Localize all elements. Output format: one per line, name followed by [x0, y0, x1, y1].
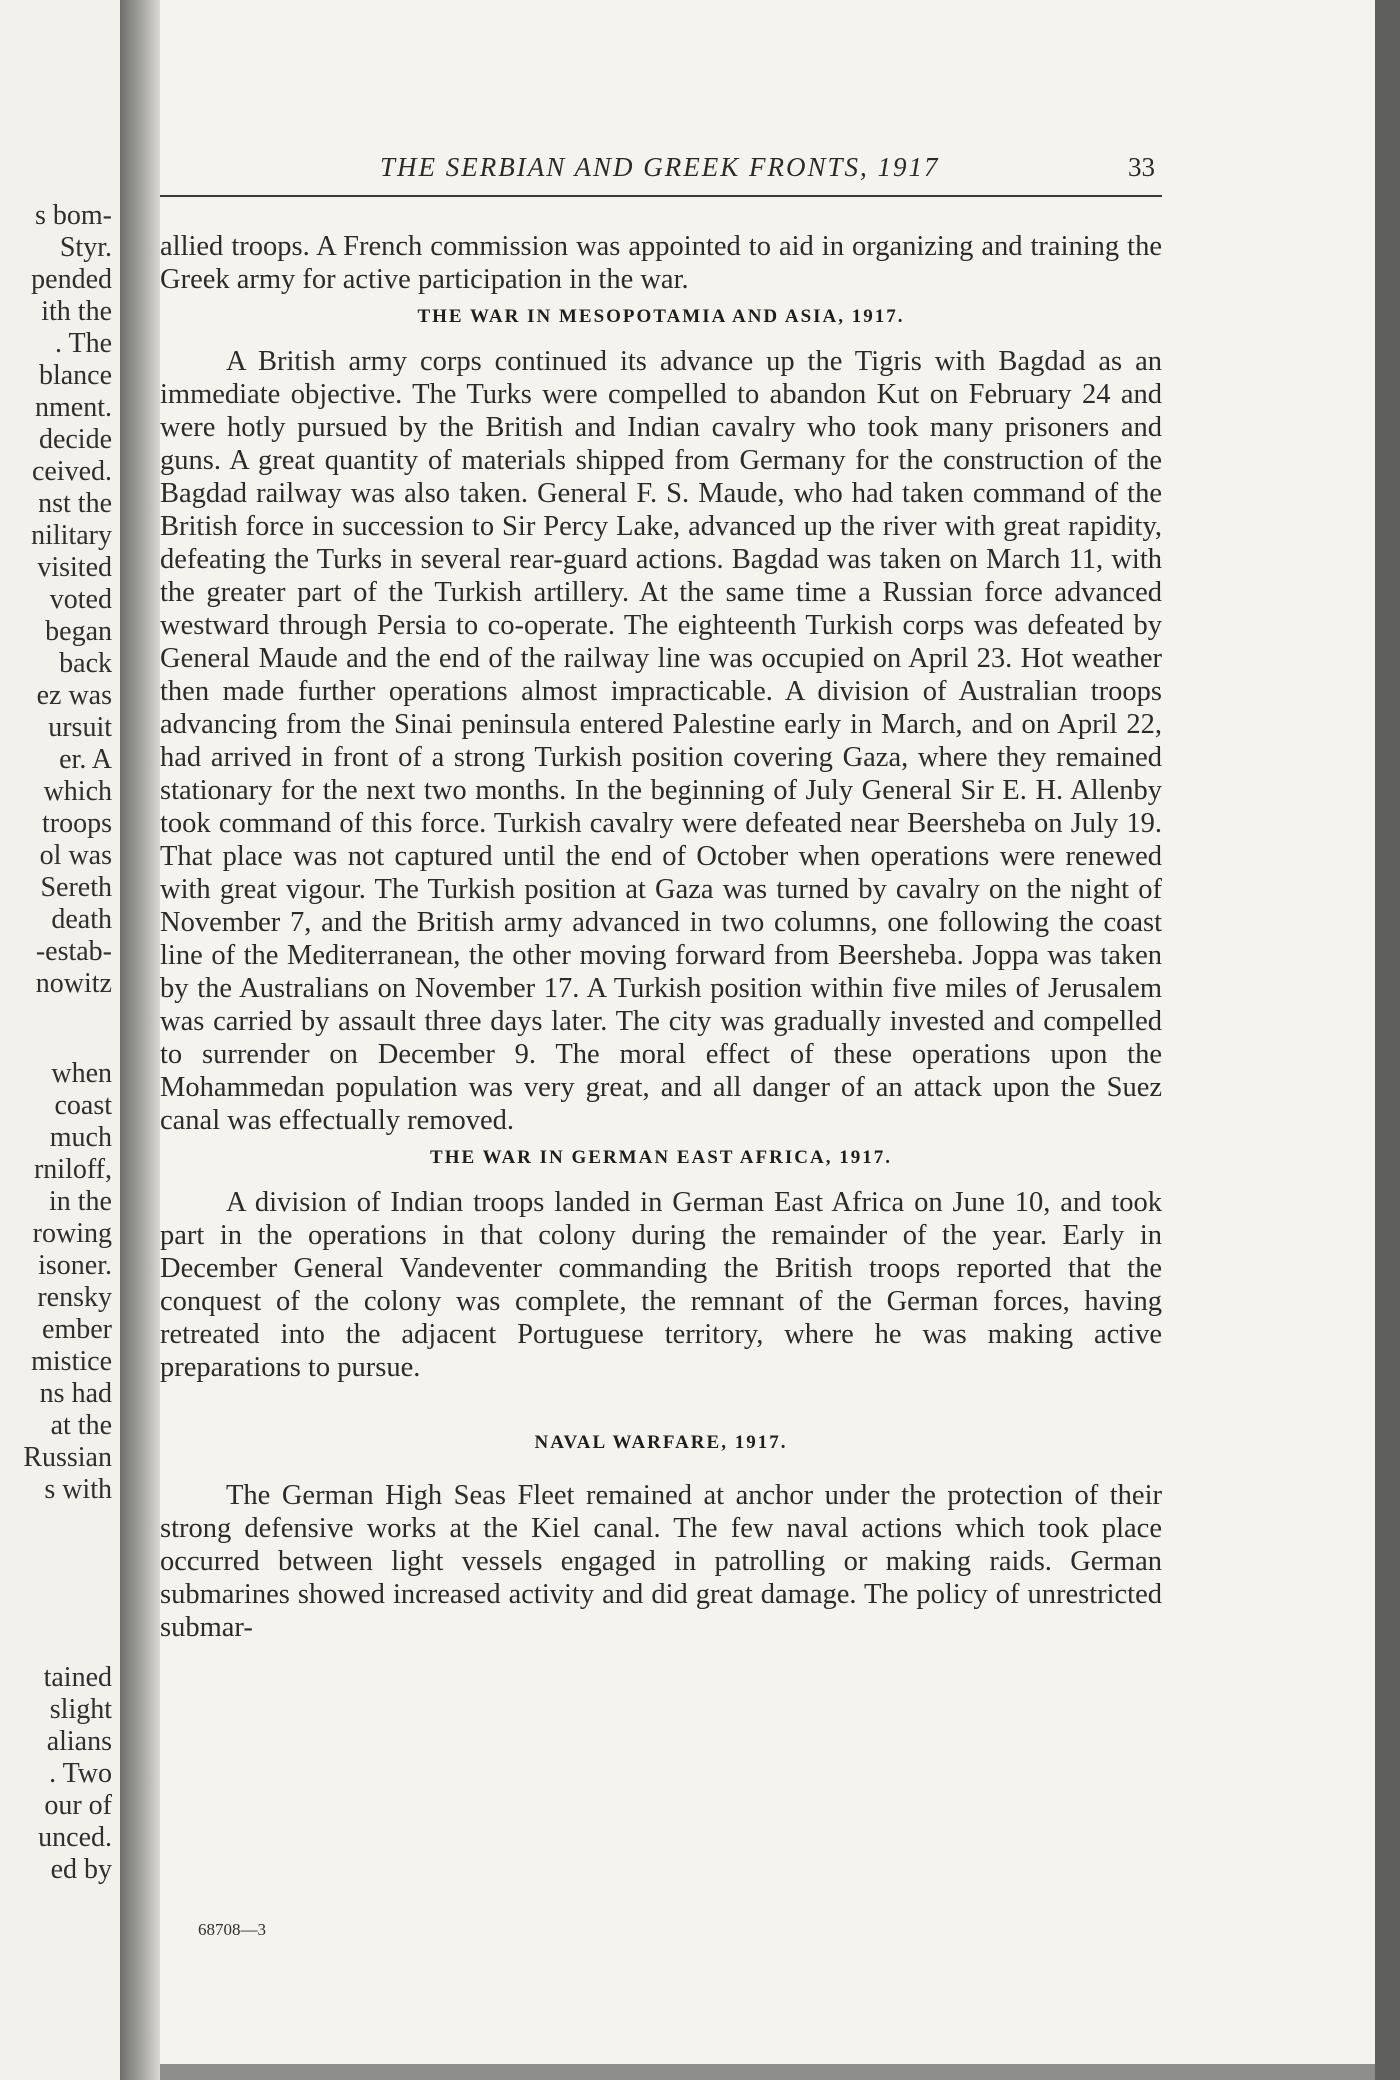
printer-signature-mark: 68708—3: [198, 1920, 266, 1939]
paragraph-east-africa: A division of Indian troops landed in German East Africa on June 10, and took part in the operations in that colony during the remainder of the year. Early in December General Vandeventer commanding the British troops reported that the conquest of the colony was complete, the remnant of the German forces, having retreated into the adjacent Portuguese territory, where he was making active preparations to pursue.: [160, 1187, 1162, 1383]
facing-page-fragment: began: [45, 616, 112, 647]
facing-page-fragment: Sereth: [40, 872, 112, 903]
facing-page-fragment: blance: [38, 360, 112, 391]
facing-page-fragment: rensky: [37, 1282, 112, 1313]
facing-page-fragment: pended: [31, 264, 112, 295]
page-edge: [1375, 0, 1400, 2080]
running-head: [160, 150, 1160, 194]
page-number: 33: [1128, 152, 1155, 182]
facing-page-fragment: our of: [44, 1790, 112, 1821]
book-gutter: [120, 0, 160, 2080]
facing-page-fragment: Russian: [23, 1442, 112, 1473]
facing-page-fragment: decide: [38, 424, 112, 455]
heading-mesopotamia: THE WAR IN MESOPOTAMIA AND ASIA, 1917.: [417, 306, 905, 327]
facing-page-fragment: ith the: [41, 296, 112, 327]
facing-page-fragment: death: [51, 904, 112, 935]
facing-page-fragment: visited: [37, 552, 112, 583]
facing-page-fragment: at the: [50, 1410, 112, 1441]
facing-page-fragment: ol was: [39, 840, 112, 871]
facing-page-fragment: mistice: [31, 1346, 112, 1377]
facing-page-fragment: coast: [54, 1090, 112, 1121]
facing-page-fragment: s bom-: [35, 200, 112, 231]
paragraph-mesopotamia: A British army corps continued its advance up the Tigris with Bagdad as an immediate objective. The Turks were compelled to abandon Kut on February 24 and were hotly pursued by the British and Indian cavalry who took many prisoners and guns. A great quantity of materials shipped from Germany for the construction of the Bagdad railway was also taken. General F. S. Maude, who had taken command of the British force in succession to Sir Percy Lake, advanced up the river with great rapidity, defeating the Turks in several rear-guard actions. Bagdad was taken on March 11, with the greater part of the Turkish artillery. At the same time a Russian force advanced westward through Persia to co-operate. The eighteenth Turkish corps was defeated by General Maude and the end of the railway line was occupied on April 23. Hot weather then made further operations almost impracticable. A division of Australian troops advancing from the Sinai peninsula entered Palestine early in March, and on April 22, had arrived in front of a strong Turkish position covering Gaza, where they remained stationary for the next two months. In the beginning of July General Sir E. H. Allenby took command of this force. Turkish cavalry were defeated near Beersheba on July 19. That place was not captured until the end of October when operations were renewed with great vigour. The Turkish position at Gaza was turned by cavalry on the night of November 7, and the British army advanced in two columns, one following the coast line of the Mediterranean, the other moving forward from Beersheba. Joppa was taken by the Australians on November 17. A Turkish position within five miles of Jerusalem was carried by assault three days later. The city was gradually invested and compelled to surrender on December 9. The moral effect of these operations upon the Mohammedan population was very great, and all danger of an attack upon the Suez canal was effectually removed.: [160, 346, 1162, 1136]
facing-page-fragment: tained: [43, 1662, 112, 1693]
facing-page-left: [0, 0, 120, 2080]
running-title: THE SERBIAN AND GREEK FRONTS, 1917: [380, 152, 940, 182]
facing-page-fragment: nment.: [35, 392, 112, 423]
facing-page-fragment: s with: [44, 1474, 112, 1505]
header-rule: [160, 195, 1162, 197]
facing-page-fragment: Styr.: [59, 232, 112, 263]
facing-page-fragment: rniloff,: [33, 1154, 112, 1185]
facing-page-fragment: . The: [54, 328, 112, 359]
facing-page-fragment: ursuit: [48, 712, 112, 743]
facing-page-fragment: which: [43, 776, 112, 807]
book-page: [160, 0, 1375, 2064]
facing-page-fragment: ember: [42, 1314, 112, 1345]
facing-page-fragment: isoner.: [38, 1250, 112, 1281]
facing-page-fragment: voted: [49, 584, 112, 615]
facing-page-fragment: in the: [49, 1186, 112, 1217]
facing-page-fragment: -estab-: [35, 936, 112, 967]
facing-page-fragment: ez was: [36, 680, 112, 711]
facing-page-fragment: back: [59, 648, 112, 679]
facing-page-fragment: ed by: [50, 1854, 112, 1885]
facing-page-fragment: ns had: [39, 1378, 112, 1409]
facing-page-fragment: much: [49, 1122, 112, 1153]
page-body: [160, 230, 1162, 1644]
facing-page-fragment: unced.: [38, 1822, 112, 1853]
facing-page-fragment: er. A: [59, 744, 112, 775]
facing-page-fragment: when: [51, 1058, 112, 1089]
intro-paragraph: allied troops. A French commission was appointed to aid in organizing and training the Greek army for active participation in the war.: [160, 231, 1162, 295]
heading-east-africa: THE WAR IN GERMAN EAST AFRICA, 1917.: [430, 1147, 892, 1168]
facing-page-fragment: troops: [42, 808, 112, 839]
facing-page-fragment: . Two: [49, 1758, 112, 1789]
facing-page-fragment: alians: [46, 1726, 112, 1757]
facing-page-fragment: slight: [49, 1694, 112, 1725]
facing-page-fragment: nst the: [38, 488, 112, 519]
facing-page-fragment: nilitary: [31, 520, 112, 551]
facing-page-fragment: ceived.: [31, 456, 112, 487]
facing-page-fragment: nowitz: [35, 968, 112, 999]
facing-page-fragment: rowing: [32, 1218, 112, 1249]
paragraph-naval-warfare: The German High Seas Fleet remained at anchor under the protection of their strong defensive works at the Kiel canal. The few naval actions which took place occurred between light vessels engaged in patrolling or making raids. German submarines showed increased activity and did great damage. The policy of unrestricted submar-: [160, 1480, 1162, 1643]
heading-naval-warfare: NAVAL WARFARE, 1917.: [534, 1432, 788, 1453]
